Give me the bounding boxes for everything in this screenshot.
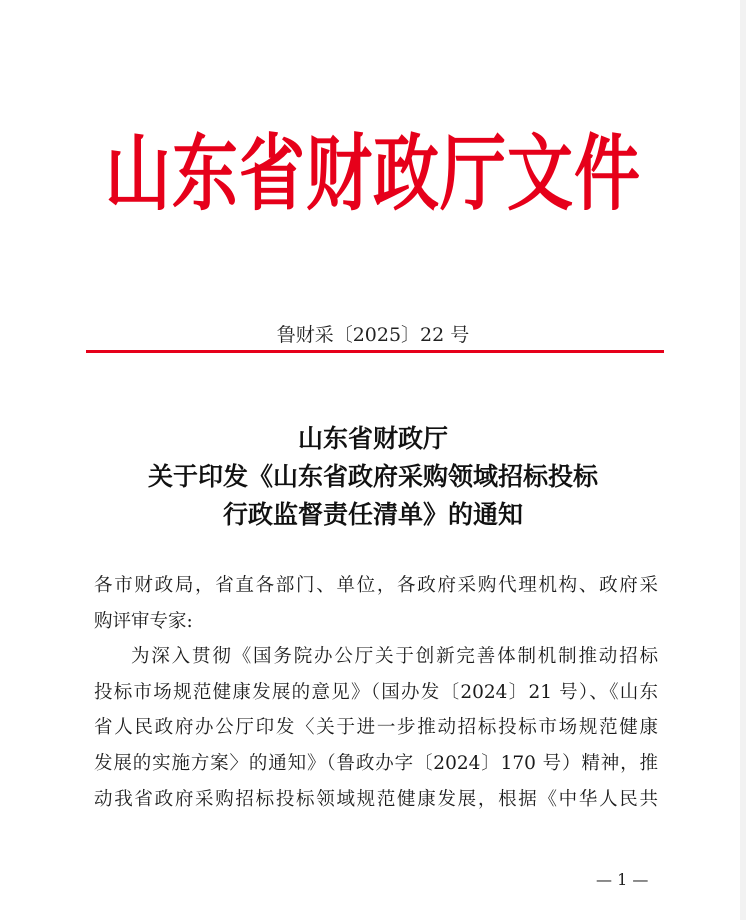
salutation-line-2: 购评审专家:: [94, 610, 193, 632]
paragraph-line-2: 投标市场规范健康发展的意见》（国办发〔2024〕21 号）、《山东: [94, 681, 658, 703]
salutation-line-1: 各市财政局，省直各部门、单位，各政府采购代理机构、政府采: [94, 575, 658, 596]
page-number: — 1 —: [596, 870, 649, 889]
paragraph-line-1: 为深入贯彻《国务院办公厅关于创新完善体制机制推动招标: [131, 646, 658, 668]
document-body: [94, 568, 658, 817]
title-line-2: 关于印发《山东省政府采购领域招标投标: [147, 462, 598, 491]
title-line-1: 山东省财政厅: [297, 424, 448, 453]
title-line-3: 行政监督责任清单》的通知: [222, 500, 523, 529]
paragraph-line-3: 省人民政府办公厅印发〈关于进一步推动招标投标市场规范健康: [94, 717, 658, 739]
red-separator-line: [86, 350, 664, 353]
document-title: [0, 420, 746, 534]
document-number: 鲁财采〔2025〕22 号: [276, 324, 470, 346]
masthead-title: 山东省财政厅文件: [105, 124, 641, 222]
paragraph-line-5: 动我省政府采购招标投标领域规范健康发展，根据《中华人民共: [94, 788, 658, 810]
paragraph-line-4: 发展的实施方案〉的通知》（鲁政办字〔2024〕170 号）精神，推: [94, 752, 658, 774]
